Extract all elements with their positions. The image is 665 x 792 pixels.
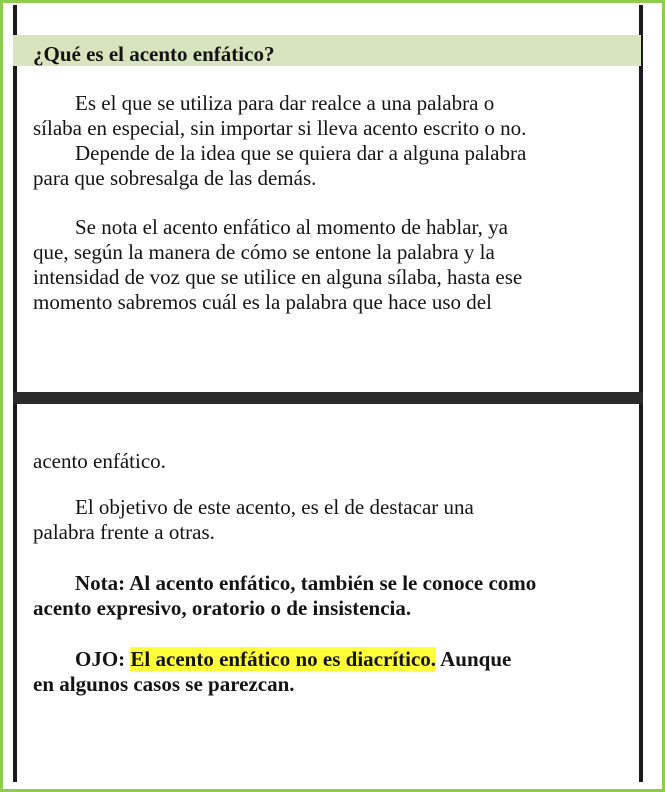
paragraph-line: Es el que se utiliza para dar realce a una palabra o <box>75 91 495 115</box>
ojo-highlight: El acento enfático no es diacrítico. <box>130 647 437 671</box>
paragraph-line: acento enfático. <box>33 449 166 473</box>
paragraph-line: palabra frente a otras. <box>33 520 215 544</box>
paragraph-line: para que sobresalga de las demás. <box>33 166 317 190</box>
paragraph-line: El objetivo de este acento, es el de destacar una <box>75 495 474 519</box>
paragraph-line: Se nota el acento enfático al momento de hablar, ya <box>75 215 508 239</box>
paragraph-line: intensidad de voz que se utilice en alguna sílaba, hasta ese <box>33 265 523 289</box>
paragraph-line: sílaba en especial, sin importar si lleva acento escrito o no. <box>33 116 527 140</box>
ojo-line <box>75 647 511 671</box>
ojo-suffix: Aunque <box>436 647 512 671</box>
note-line: Nota: Al acento enfático, también se le conoce como <box>75 571 537 595</box>
ojo-line-2: en algunos casos se parezcan. <box>33 672 295 696</box>
ojo-label: OJO: <box>75 647 131 671</box>
paragraph-line: momento sabremos cuál es la palabra que hace uso del <box>33 290 492 314</box>
paragraph-line: Depende de la idea que se quiera dar a alguna palabra <box>75 141 527 165</box>
paragraph-line: que, según la manera de cómo se entone la palabra y la <box>33 240 495 264</box>
heading: ¿Qué es el acento enfático? <box>33 42 275 66</box>
page-break <box>13 392 643 404</box>
note-line: acento expresivo, oratorio o de insistencia. <box>33 596 412 620</box>
